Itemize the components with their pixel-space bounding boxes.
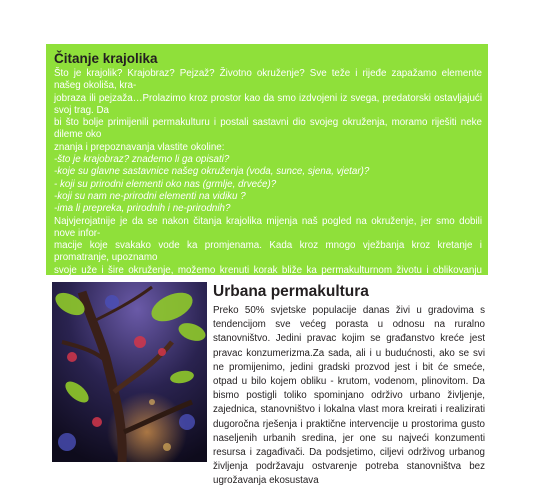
article-body: Preko 50% svjetske populacije danas živi u gradovima s tendencijom sve većeg porasta u odnosu na ruralno stanovništvo. Jedini pravac kojim se građanstvo kreće jest pravac konzumerizma.Za sada, ali i u budućnosti, ako se svi ne promijenimo, jedini gradski prozvod jest i bit će smeće, otpad u bilo kojem obliku - krutom, vodenom, plinovitom. Da bismo postigli toliko spominjano održivo urbano življenje, zajednica, stanovništvo i lokalna vlast mora kreirati i realizirati dugoročna rješenja i praktične intervencije u prostorima gusto naseljenih urbanih sredina, jer one su najveći konzumenti resursa i zagađivači. Da podsjetimo, ciljevi održivog urbanog življenja podržavaju ostvarenje potreba stanovništva bez ugrožavanja ekosustava: [213, 305, 485, 487]
question-item: -ima li prepreka, prirodnih i ne-prirodnih?: [54, 203, 231, 215]
reading-landscape-box: [46, 44, 488, 275]
urban-permaculture-article: [213, 283, 485, 489]
intro-line: Što je krajolik? Krajobraz? Pejzaž? Životno okruženje? Sve teže i rijeđe zapažamo elemente našeg okoliša, kra-: [54, 68, 482, 92]
question-item: -što je krajobraz? znademo li ga opisati?: [54, 154, 230, 166]
intro-line: znanja i prepoznavanja vlastite okoline:: [54, 141, 225, 153]
closing-line: svoje uže i šire okruženje, možemo krenuti korak bliže ka permakulturnom životu i oblikovanju: [54, 264, 482, 276]
intro-line: bi što bolje primijenili permakulturu i postali sastavni dio svojeg okruženja, moramo riješiti neke dileme oko: [54, 117, 482, 141]
tree-photo: [52, 282, 207, 462]
intro-line: jobraza ili pejzaža…Prolazimo kroz prostor kao da smo izdvojeni iz svega, predatorski ostavljajući svoj trag. Da: [54, 92, 482, 116]
question-item: - koji su prirodni elementi oko nas (grmlje, drveće)?: [54, 178, 277, 190]
reading-landscape-title: Čitanje krajolika: [54, 51, 158, 66]
closing-line: macije koje svakako vode ka promjenama. Kada kroz mnogo vježbanja kroz kretanje i promatranje, upoznamo: [54, 240, 482, 264]
closing-line: Najvjerojatnije je da se nakon čitanja krajolika mijenja naš pogled na okruženje, jer smo dobili nove infor-: [54, 215, 482, 239]
question-item: -koje su glavne sastavnice našeg okruženja (voda, sunce, sjena, vjetar)?: [54, 166, 370, 178]
article-title: Urbana permakultura: [213, 283, 369, 300]
question-item: -koji su nam ne-prirodni elementi na vidiku ?: [54, 190, 246, 202]
tree-photo-illustration: [52, 282, 207, 462]
reading-landscape-body: [54, 68, 488, 302]
